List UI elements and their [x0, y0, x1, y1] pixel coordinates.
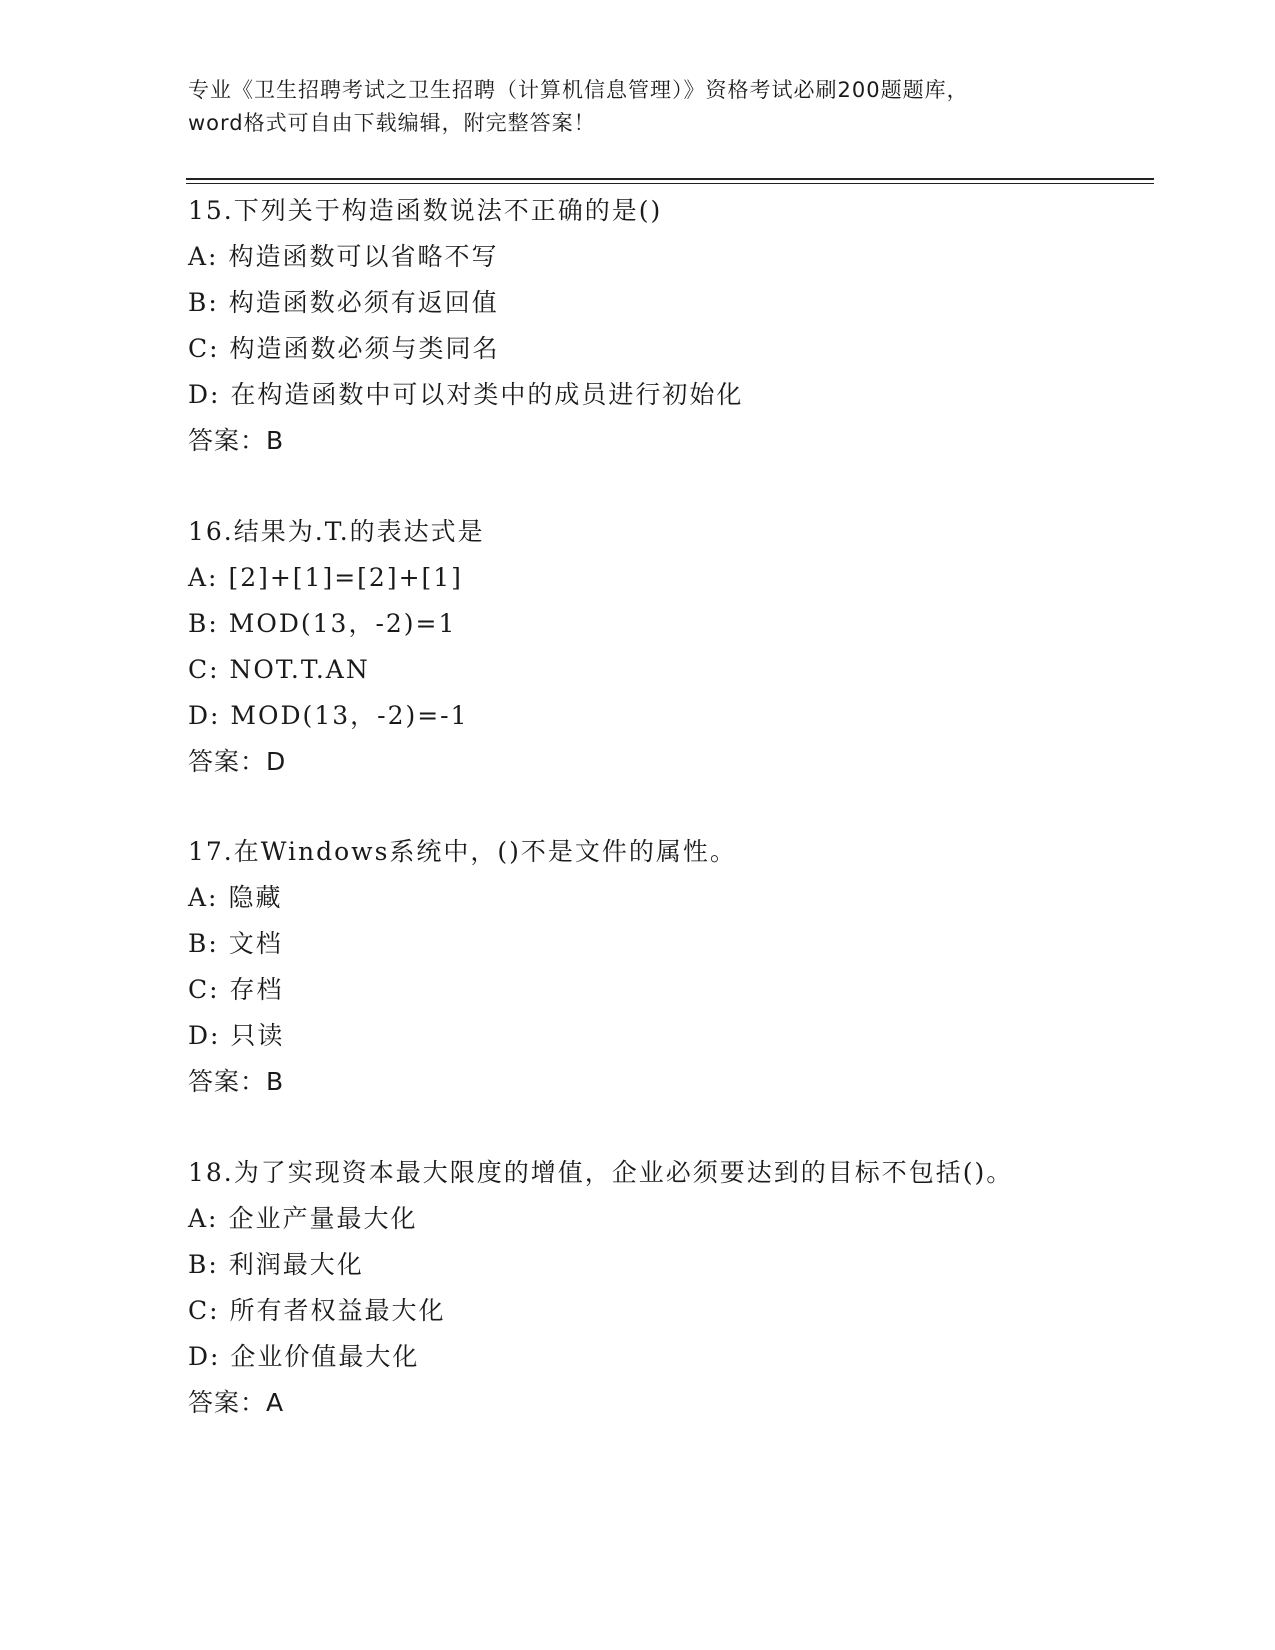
option-c	[188, 1288, 1148, 1334]
option-letter: C:	[188, 334, 220, 363]
option-letter: D:	[188, 380, 221, 409]
option-b	[188, 1242, 1148, 1288]
option-letter: C:	[188, 1296, 220, 1325]
question-stem: 17.在Windows系统中，()不是文件的属性。	[188, 837, 737, 866]
option-text: 隐藏	[228, 883, 283, 912]
option-d	[188, 372, 1148, 418]
option-text: MOD(13，-2)=-1	[230, 701, 469, 730]
option-a	[188, 875, 1148, 921]
option-letter: C:	[188, 655, 220, 684]
option-letter: D:	[188, 1021, 221, 1050]
answer-line: 答案：B	[188, 426, 285, 455]
question-stem: 18.为了实现资本最大限度的增值，企业必须要达到的目标不包括()。	[188, 1158, 1014, 1187]
header-divider-thin	[186, 183, 1154, 184]
header-title-line-2: word格式可自由下载编辑，附完整答案！	[188, 111, 596, 135]
option-d	[188, 1013, 1148, 1059]
option-text: 利润最大化	[228, 1250, 364, 1279]
option-b	[188, 280, 1148, 326]
option-text: 企业价值最大化	[230, 1342, 420, 1371]
option-letter: B:	[188, 609, 219, 638]
answer-line: 答案：B	[188, 1067, 285, 1096]
option-text: 文档	[228, 929, 283, 958]
option-text: NOT.T.AN	[229, 655, 370, 684]
option-text: 构造函数必须有返回值	[228, 288, 499, 317]
option-text: 企业产量最大化	[228, 1204, 418, 1233]
option-letter: D:	[188, 701, 221, 730]
question-stem: 15.下列关于构造函数说法不正确的是()	[188, 196, 663, 225]
document-header	[188, 74, 1088, 140]
option-b	[188, 921, 1148, 967]
header-divider-thick	[186, 178, 1154, 180]
option-b	[188, 601, 1148, 647]
option-letter: D:	[188, 1342, 221, 1371]
question-18	[188, 1150, 1148, 1426]
option-text: 存档	[229, 975, 284, 1004]
option-text: MOD(13，-2)=1	[228, 609, 457, 638]
option-letter: A:	[188, 1204, 219, 1233]
option-letter: A:	[188, 242, 219, 271]
question-16	[188, 509, 1148, 785]
option-text: 构造函数必须与类同名	[229, 334, 500, 363]
option-text: 在构造函数中可以对类中的成员进行初始化	[230, 380, 744, 409]
question-stem: 16.结果为.T.的表达式是	[188, 517, 485, 546]
option-letter: B:	[188, 929, 219, 958]
option-letter: B:	[188, 288, 219, 317]
option-letter: A:	[188, 563, 219, 592]
option-letter: C:	[188, 975, 220, 1004]
option-a	[188, 234, 1148, 280]
option-a	[188, 555, 1148, 601]
option-letter: A:	[188, 883, 219, 912]
option-c	[188, 967, 1148, 1013]
option-c	[188, 647, 1148, 693]
answer-line: 答案：D	[188, 747, 287, 776]
option-text: [2]+[1]=[2]+[1]	[228, 563, 463, 592]
option-letter: B:	[188, 1250, 219, 1279]
question-17	[188, 829, 1148, 1105]
question-15	[188, 188, 1148, 464]
option-text: 只读	[230, 1021, 285, 1050]
option-d	[188, 1334, 1148, 1380]
option-d	[188, 693, 1148, 739]
option-text: 构造函数可以省略不写	[228, 242, 499, 271]
answer-line: 答案：A	[188, 1388, 285, 1417]
option-a	[188, 1196, 1148, 1242]
header-title-line-1: 专业《卫生招聘考试之卫生招聘（计算机信息管理）》资格考试必刷200题题库，	[188, 78, 969, 102]
option-c	[188, 326, 1148, 372]
option-text: 所有者权益最大化	[229, 1296, 446, 1325]
